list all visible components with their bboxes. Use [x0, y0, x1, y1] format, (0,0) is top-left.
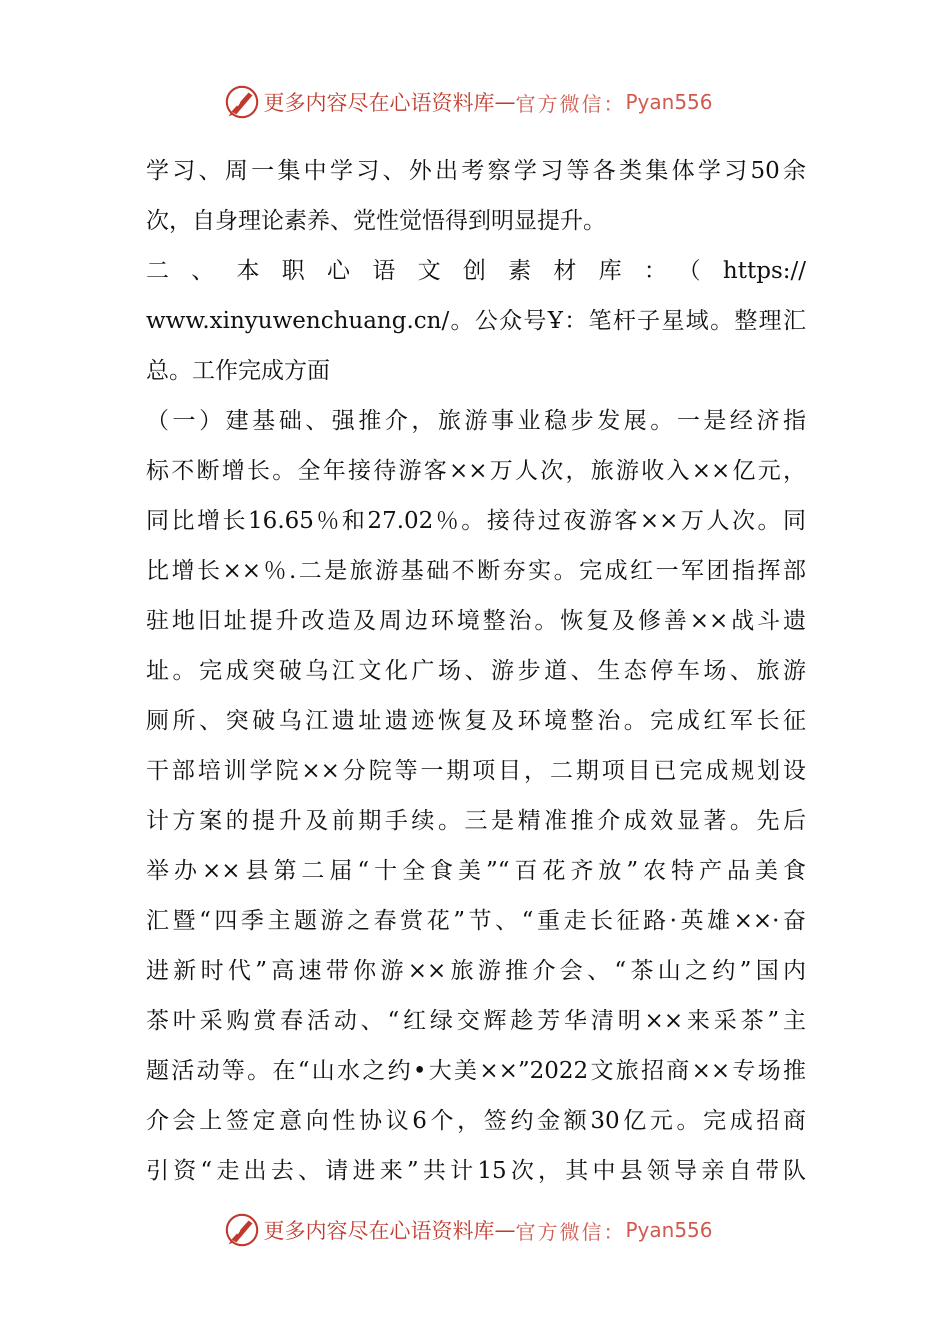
- footer-brand-text: 更多内容尽在心语资料库: [263, 1219, 495, 1243]
- body-line: 引资“走出去、请进来”共计15次，其中县领导亲自带队: [146, 1158, 806, 1184]
- body-line: （一）建基础、强推介，旅游事业稳步发展。一是经济指: [146, 408, 806, 434]
- body-line: 计方案的提升及前期手续。三是精准推介成效显著。先后: [146, 808, 806, 834]
- pen-seal-logo-icon: [223, 83, 261, 121]
- body-line: 干部培训学院××分院等一期项目，二期项目已完成规划设: [146, 758, 806, 784]
- body-line: 二、本职心语文创素材库：（https://: [146, 258, 806, 284]
- body-line: 题活动等。在“山水之约•大美××”2022文旅招商××专场推: [146, 1058, 806, 1084]
- body-line: 总。工作完成方面: [146, 358, 330, 384]
- body-line: 进新时代”高速带你游××旅游推介会、“茶山之约”国内: [146, 958, 806, 984]
- body-line: 比增长××％.二是旅游基础不断夯实。完成红一军团指挥部: [146, 558, 806, 584]
- body-line: 驻地旧址提升改造及周边环境整治。恢复及修善××战斗遗: [146, 608, 806, 634]
- header-brand-text: 更多内容尽在心语资料库: [263, 91, 495, 115]
- body-line: 学习、周一集中学习、外出考察学习等各类集体学习50余: [146, 158, 806, 184]
- body-line: 同比增长16.65％和27.02％。接待过夜游客××万人次。同: [146, 508, 806, 534]
- footer-wechat-label: 官方微信：: [515, 1219, 626, 1244]
- body-line: 次，自身理论素养、党性觉悟得到明显提升。: [146, 208, 606, 234]
- body-line: 标不断增长。全年接待游客××万人次，旅游收入××亿元，: [146, 458, 806, 484]
- body-line: www.xinyuwenchuang.cn/。公众号Ұ：笔杆子星域。整理汇: [146, 308, 806, 334]
- body-line: 厕所、突破乌江遗址遗迹恢复及环境整治。完成红军长征: [146, 708, 806, 734]
- footer-banner: [0, 1208, 950, 1252]
- header-banner: [0, 80, 950, 124]
- footer-separator: —: [494, 1218, 516, 1242]
- footer-wechat-account: Pyan556: [625, 1218, 713, 1242]
- pen-seal-logo-icon: [223, 1211, 261, 1249]
- body-line: 址。完成突破乌江文化广场、游步道、生态停车场、旅游: [146, 658, 806, 684]
- body-line: 举办××县第二届“十全食美”“百花齐放”农特产品美食: [146, 858, 806, 884]
- header-wechat-label: 官方微信：: [515, 91, 626, 116]
- body-line: 汇暨“四季主题游之春赏花”节、“重走长征路·英雄××·奋: [146, 908, 806, 934]
- document-body: [146, 146, 806, 1196]
- header-separator: —: [494, 90, 516, 114]
- body-line: 茶叶采购赏春活动、“红绿交辉趁芳华清明××来采茶”主: [146, 1008, 806, 1034]
- header-wechat-account: Pyan556: [625, 90, 713, 114]
- body-line: 介会上签定意向性协议6个，签约金额30亿元。完成招商: [146, 1108, 806, 1134]
